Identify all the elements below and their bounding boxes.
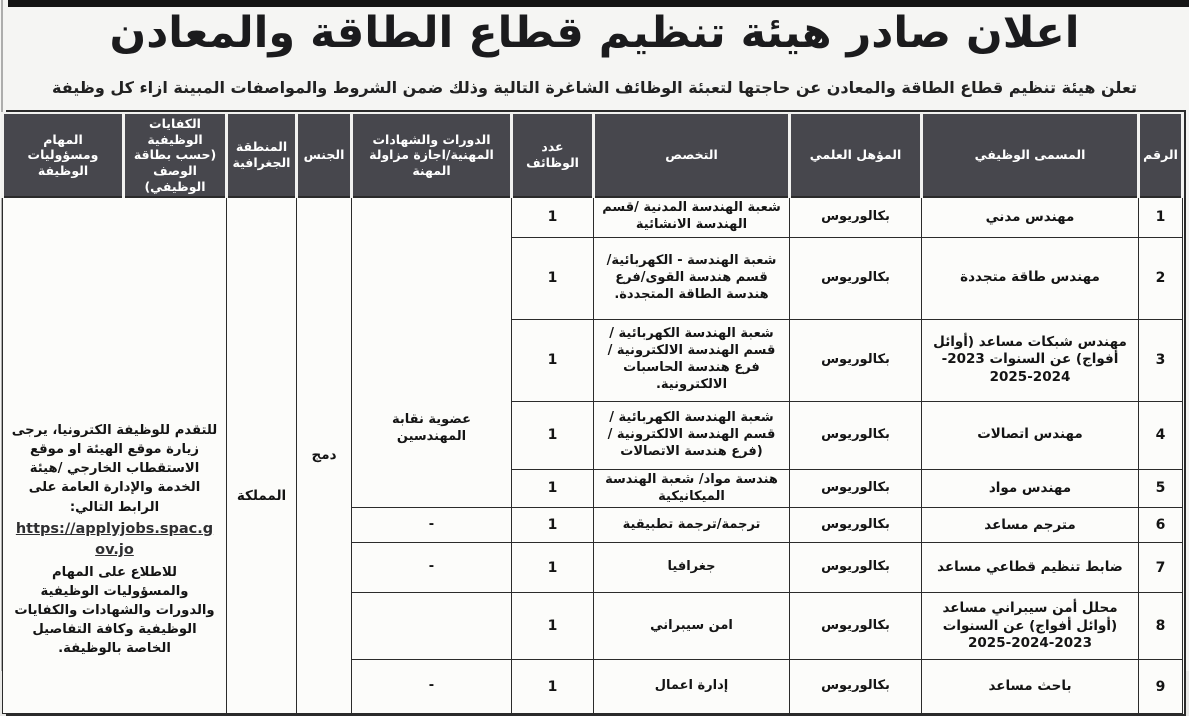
col-header-qualification: المؤهل العلمي — [790, 113, 922, 197]
row-6-courses: - — [352, 508, 512, 543]
row-6-qualification: بكالوريوس — [790, 508, 922, 543]
top-border-rule — [8, 0, 1189, 7]
row-7-job-title: ضابط تنظيم قطاعي مساعد — [922, 543, 1139, 593]
header-row — [3, 113, 1183, 197]
page-title: اعلان صادر هيئة تنظيم قطاع الطاقة والمعادن — [109, 8, 1080, 58]
col-header-duties: المهام ومسؤوليات الوظيفة — [3, 113, 124, 197]
row-8-courses — [352, 593, 512, 660]
jobs-table-container — [6, 110, 1186, 716]
row-9-qualification: بكالوريوس — [790, 660, 922, 714]
row-7-specialization: جغرافيا — [594, 543, 790, 593]
row-6-job-title: مترجم مساعد — [922, 508, 1139, 543]
row-3-number: 3 — [1139, 319, 1183, 401]
row-9-vacancies: 1 — [512, 660, 594, 714]
row-1-job-title: مهندس مدني — [922, 197, 1139, 237]
col-header-job-title: المسمى الوظيفي — [922, 113, 1139, 197]
col-header-vacancies: عدد الوظائف — [512, 113, 594, 197]
row-9-courses: - — [352, 660, 512, 714]
row-4-vacancies: 1 — [512, 401, 594, 469]
page-subtitle: تعلن هيئة تنظيم قطاع الطاقة والمعادن عن حاجتها لتعبئة الوظائف الشاغرة التالية وذلك ضمن الشروط والمواصفات المبينة ازاء كل وظيفة — [52, 78, 1137, 97]
row-4-specialization: شعبة الهندسة الكهربائية /قسم الهندسة الالكترونية / (فرع هندسة الاتصالات — [594, 401, 790, 469]
col-header-region: المنطقة الجغرافية — [227, 113, 297, 197]
row-2-qualification: بكالوريوس — [790, 237, 922, 319]
row-3-vacancies: 1 — [512, 319, 594, 401]
courses-merged-cell: عضوية نقابة المهندسين — [352, 197, 512, 508]
row-4-job-title: مهندس اتصالات — [922, 401, 1139, 469]
col-header-specialization: التخصص — [594, 113, 790, 197]
row-5-vacancies: 1 — [512, 469, 594, 508]
row-2-specialization: شعبة الهندسة - الكهربائية/قسم هندسة القوى/فرع هندسة الطاقة المتجددة. — [594, 237, 790, 319]
row-2-job-title: مهندس طاقة متجددة — [922, 237, 1139, 319]
row-8-job-title: محلل أمن سيبراني مساعد (أوائل أفواج) عن السنوات 2023-2024-2025 — [922, 593, 1139, 660]
row-9-specialization: إدارة اعمال — [594, 660, 790, 714]
row-5-job-title: مهندس مواد — [922, 469, 1139, 508]
row-4-number: 4 — [1139, 401, 1183, 469]
row-6-number: 6 — [1139, 508, 1183, 543]
row-8-qualification: بكالوريوس — [790, 593, 922, 660]
row-9-number: 9 — [1139, 660, 1183, 714]
row-3-job-title: مهندس شبكات مساعد (أوائل أفواج) عن السنوات 2023-2024-2025 — [922, 319, 1139, 401]
table-row — [3, 197, 1183, 237]
col-header-courses: الدورات والشهادات المهنية/اجازة مزاولة المهنة — [352, 113, 512, 197]
row-9-job-title: باحث مساعد — [922, 660, 1139, 714]
gender-merged-cell: دمج — [297, 197, 352, 714]
row-8-vacancies: 1 — [512, 593, 594, 660]
row-5-specialization: هندسة مواد/ شعبة الهندسة الميكانيكية — [594, 469, 790, 508]
row-7-vacancies: 1 — [512, 543, 594, 593]
row-1-specialization: شعبة الهندسة المدنية /قسم الهندسة الانشائية — [594, 197, 790, 237]
row-6-vacancies: 1 — [512, 508, 594, 543]
col-header-gender: الجنس — [297, 113, 352, 197]
duties-merged-cell — [3, 197, 227, 714]
row-2-vacancies: 1 — [512, 237, 594, 319]
row-5-number: 5 — [1139, 469, 1183, 508]
row-8-specialization: امن سيبراني — [594, 593, 790, 660]
apply-details-text: للاطلاع على المهام والمسؤوليات الوظيفية والدورات والشهادات والكفايات الوظيفية وكافة التفاصيل الخاصة بالوظيفة. — [14, 564, 215, 657]
region-merged-cell: المملكة — [227, 197, 297, 714]
row-1-vacancies: 1 — [512, 197, 594, 237]
row-5-qualification: بكالوريوس — [790, 469, 922, 508]
row-2-number: 2 — [1139, 237, 1183, 319]
row-3-specialization: شعبة الهندسة الكهربائية /قسم الهندسة الالكترونية / فرع هندسة الحاسبات الالكترونية. — [594, 319, 790, 401]
row-1-qualification: بكالوريوس — [790, 197, 922, 237]
row-4-qualification: بكالوريوس — [790, 401, 922, 469]
row-7-courses: - — [352, 543, 512, 593]
row-1-number: 1 — [1139, 197, 1183, 237]
apply-link[interactable]: https://applyjobs.spac.gov.jo — [15, 520, 214, 558]
row-8-number: 8 — [1139, 593, 1183, 660]
row-6-specialization: ترجمة/ترجمة تطبيقية — [594, 508, 790, 543]
col-header-competencies: الكفايات الوظيفية (حسب بطاقة الوصف الوظيفي) — [124, 113, 227, 197]
apply-instructions-text: للتقدم للوظيفة الكترونيا، يرجى زيارة موقع الهيئة او موقع الاستقطاب الخارجي /هيئة الخدمة والإدارة العامة على الرابط التالي: — [11, 423, 218, 515]
row-3-qualification: بكالوريوس — [790, 319, 922, 401]
row-7-number: 7 — [1139, 543, 1183, 593]
jobs-table — [1, 112, 1184, 714]
row-7-qualification: بكالوريوس — [790, 543, 922, 593]
col-header-number: الرقم — [1139, 113, 1183, 197]
